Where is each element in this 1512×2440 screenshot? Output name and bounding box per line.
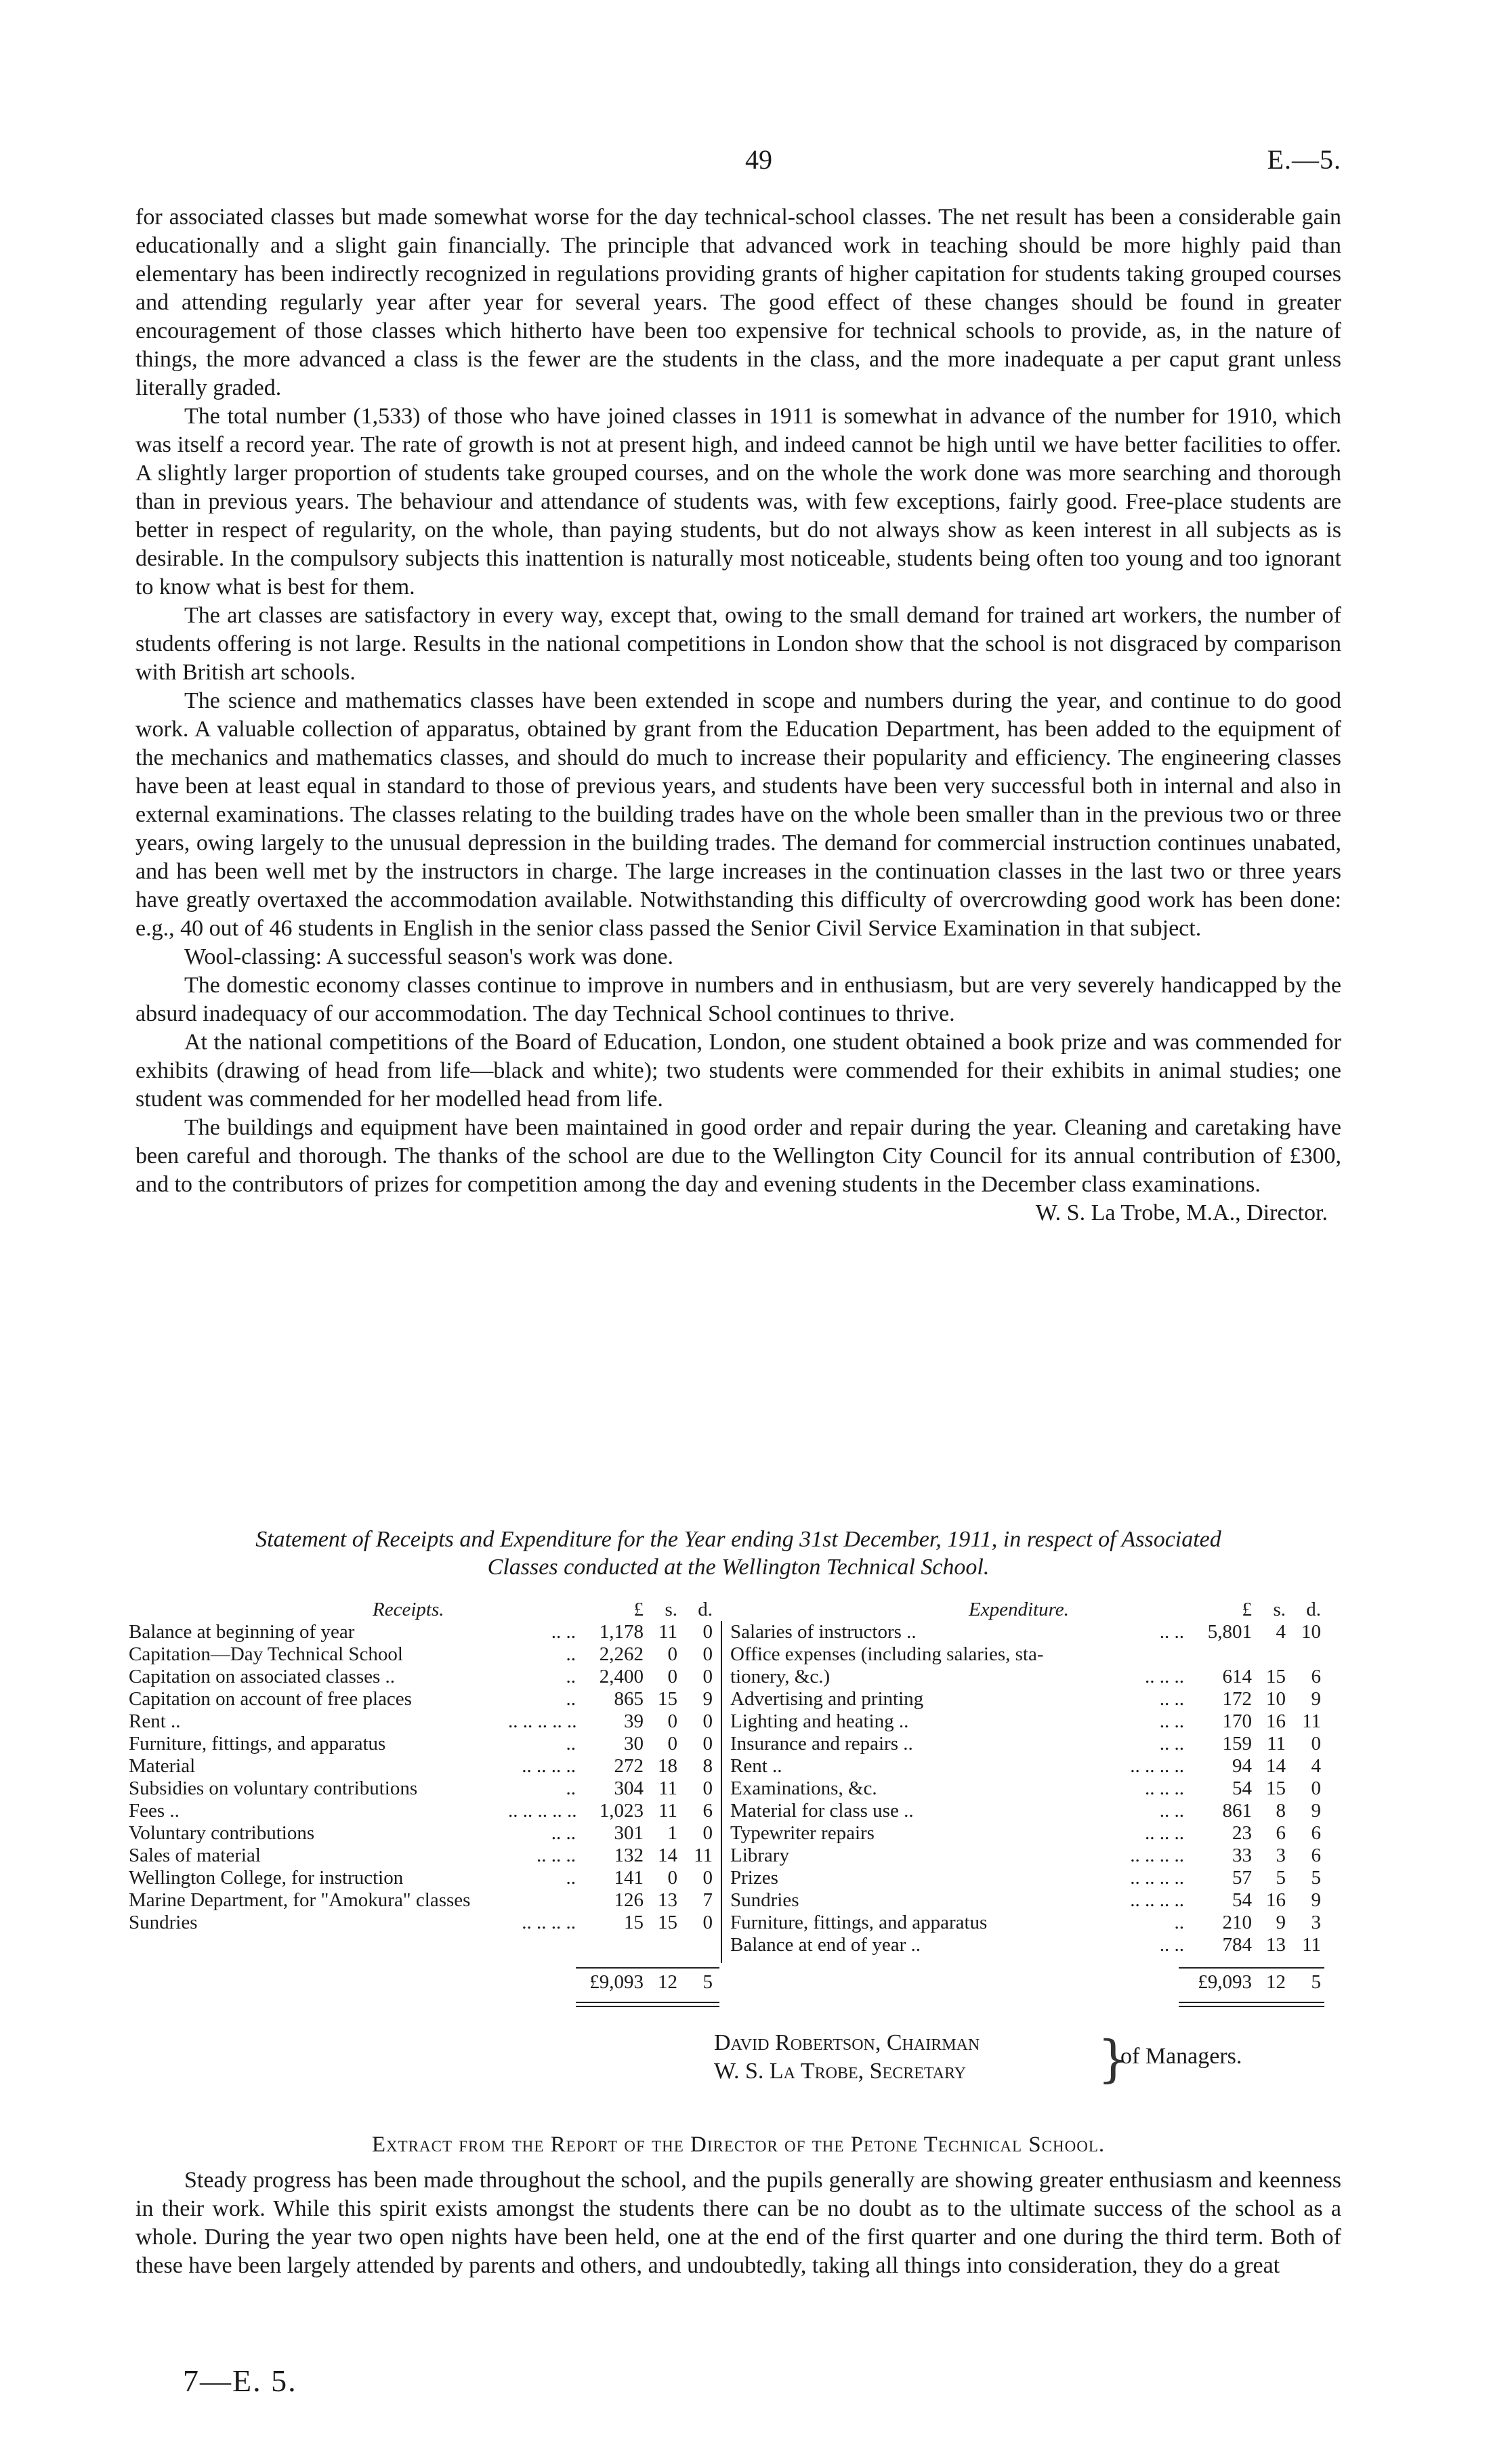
total-double-rule bbox=[576, 2006, 719, 2007]
expenditure-total-shillings: 12 bbox=[1266, 1971, 1286, 1993]
receipts-row bbox=[129, 1621, 725, 1643]
receipts-pence: 0 bbox=[702, 1643, 713, 1665]
receipts-label: Balance at beginning of year bbox=[129, 1621, 355, 1643]
receipts-row bbox=[129, 1822, 725, 1845]
expenditure-label: Rent .. bbox=[730, 1755, 782, 1777]
receipts-shillings: 0 bbox=[667, 1643, 677, 1665]
expenditure-shillings: 16 bbox=[1266, 1710, 1286, 1732]
receipts-leader: .. .. .. bbox=[537, 1845, 576, 1866]
receipts-leader: .. bbox=[566, 1778, 576, 1799]
expenditure-label: Sundries bbox=[730, 1889, 799, 1911]
expenditure-pence: 6 bbox=[1311, 1845, 1321, 1866]
expenditure-row bbox=[730, 1710, 1340, 1733]
receipts-pounds: 304 bbox=[614, 1778, 644, 1799]
expenditure-shillings: 14 bbox=[1266, 1755, 1286, 1777]
expenditure-pence: 11 bbox=[1302, 1710, 1321, 1732]
receipts-pounds: 30 bbox=[624, 1733, 644, 1754]
expenditure-pounds: 614 bbox=[1222, 1666, 1252, 1687]
expenditure-leader: .. .. bbox=[1159, 1621, 1184, 1643]
receipts-shillings: 11 bbox=[658, 1800, 677, 1822]
receipts-pence: 0 bbox=[702, 1867, 713, 1889]
receipts-pence: 0 bbox=[702, 1912, 713, 1933]
receipts-row bbox=[129, 1800, 725, 1822]
expenditure-shillings: 13 bbox=[1266, 1934, 1286, 1956]
expenditure-pence: 4 bbox=[1311, 1755, 1321, 1777]
expenditure-pence: 3 bbox=[1311, 1912, 1321, 1933]
receipts-row bbox=[129, 1889, 725, 1912]
paragraph: for associated classes but made somewhat worse for the day technical-school classes. The net result has been a considerable gain educationally and a slight gain financially. The principle that advanced work in teaching should be more highly paid than elementary has been indirectly recognized in regulations providing grants of higher capitation for students taking grouped courses and attending regularly year after year for several years. The good effect of these changes should be found in greater encouragement of those classes which hitherto have been too expensive for technical schools to provide, as, in the nature of things, the more advanced a class is the fewer are the students in the class, and the more inadequate a per caput grant unless literally graded. bbox=[135, 205, 1341, 400]
receipts-shillings: 15 bbox=[658, 1912, 677, 1933]
shillings-header: s. bbox=[665, 1599, 677, 1620]
receipts-pounds: 2,262 bbox=[599, 1643, 644, 1665]
chairman-name: David Robertson, Chairman bbox=[714, 2030, 980, 2055]
expenditure-row bbox=[730, 1733, 1340, 1755]
expenditure-leader: .. .. bbox=[1159, 1934, 1184, 1956]
pounds-header: £ bbox=[633, 1599, 644, 1620]
expenditure-shillings: 9 bbox=[1276, 1912, 1286, 1933]
receipts-label: Sundries bbox=[129, 1912, 198, 1933]
receipts-leader: .. .. .. .. .. bbox=[508, 1710, 577, 1732]
receipts-pounds: 865 bbox=[614, 1688, 644, 1710]
expenditure-row bbox=[730, 1889, 1340, 1912]
expenditure-label: Insurance and repairs .. bbox=[730, 1733, 913, 1754]
expenditure-pence: 6 bbox=[1311, 1666, 1321, 1687]
expenditure-leader: .. .. bbox=[1159, 1800, 1184, 1822]
expenditure-pence: 11 bbox=[1302, 1934, 1321, 1956]
receipts-leader: .. bbox=[566, 1688, 576, 1710]
total-double-rule bbox=[1179, 2002, 1324, 2003]
managers-signature bbox=[714, 2029, 1242, 2088]
paragraph: At the national competitions of the Board of Education, London, one student obtained a book prize and was commended for exhibits (drawing of head from life—black and white); two students were commended for their exhibits in animal studies; one student was commended for her modelled head from life. bbox=[135, 1030, 1341, 1112]
expenditure-shillings: 4 bbox=[1276, 1621, 1286, 1643]
paragraph: Steady progress has been made throughout the school, and the pupils generally are showing greater enthusiasm and keenness in their work. While this spirit exists amongst the students there can be no doubt as to the ultimate success of the school as a whole. During the year two open nights have been held, one at the end of the first quarter and one during the third term. Both of these have been largely attended by parents and others, and undoubtedly, taking all things into consideration, they do a great bbox=[135, 2168, 1341, 2278]
paragraph: The art classes are satisfactory in every way, except that, owing to the small demand for trained art workers, the number of students offering is not large. Results in the national competitions in London show that the school is not disgraced by comparison with British art schools. bbox=[135, 603, 1341, 685]
expenditure-row bbox=[730, 1822, 1340, 1845]
expenditure-row bbox=[730, 1845, 1340, 1867]
expenditure-label: Balance at end of year .. bbox=[730, 1934, 921, 1956]
receipts-row bbox=[129, 1733, 725, 1755]
expenditure-label: tionery, &c.) bbox=[730, 1666, 831, 1687]
total-rule bbox=[576, 1967, 719, 1969]
receipts-pounds: 1,023 bbox=[599, 1800, 644, 1822]
expenditure-leader: .. .. .. bbox=[1145, 1778, 1184, 1799]
receipts-shillings: 14 bbox=[658, 1845, 677, 1866]
expenditure-label: Examinations, &c. bbox=[730, 1778, 877, 1799]
expenditure-label: Typewriter repairs bbox=[730, 1822, 875, 1844]
receipts-pounds: 1,178 bbox=[599, 1621, 644, 1643]
expenditure-pounds: 54 bbox=[1232, 1889, 1252, 1911]
expenditure-leader: .. .. bbox=[1159, 1710, 1184, 1732]
expenditure-shillings: 5 bbox=[1276, 1867, 1286, 1889]
expenditure-pence: 9 bbox=[1311, 1800, 1321, 1822]
extract-title: Extract from the Report of the Director of the Petone Technical School. bbox=[371, 2132, 1106, 2157]
expenditure-pence: 9 bbox=[1311, 1688, 1321, 1710]
receipts-pounds: 15 bbox=[624, 1912, 644, 1933]
expenditure-shillings: 3 bbox=[1276, 1845, 1286, 1866]
receipts-label: Marine Department, for "Amokura" classes bbox=[129, 1889, 471, 1911]
paragraph: The domestic economy classes continue to improve in numbers and in enthusiasm, but are very severely handicapped by the absurd inadequacy of our accommodation. The day Technical School continues to thrive. bbox=[135, 973, 1341, 1026]
receipts-label: Subsidies on voluntary contributions bbox=[129, 1778, 418, 1799]
receipts-shillings: 11 bbox=[658, 1621, 677, 1643]
receipts-label: Wellington College, for instruction bbox=[129, 1867, 404, 1889]
expenditure-label: Office expenses (including salaries, sta- bbox=[730, 1643, 1044, 1665]
expenditure-pounds: 210 bbox=[1222, 1912, 1252, 1933]
receipts-shillings: 13 bbox=[658, 1889, 677, 1911]
receipts-row bbox=[129, 1710, 725, 1733]
receipts-label: Capitation—Day Technical School bbox=[129, 1643, 403, 1665]
receipts-pounds: 272 bbox=[614, 1755, 644, 1777]
expenditure-leader: .. bbox=[1174, 1912, 1184, 1933]
wellington-report-body bbox=[135, 203, 1341, 1227]
expenditure-row bbox=[730, 1643, 1340, 1666]
expenditure-shillings: 15 bbox=[1266, 1666, 1286, 1687]
expenditure-shillings: 16 bbox=[1266, 1889, 1286, 1911]
expenditure-label: Salaries of instructors .. bbox=[730, 1621, 917, 1643]
receipts-label: Rent .. bbox=[129, 1710, 181, 1732]
receipts-heading: Receipts. bbox=[373, 1599, 444, 1620]
expenditure-leader: .. .. bbox=[1159, 1688, 1184, 1710]
receipts-pounds: 141 bbox=[614, 1867, 644, 1889]
expenditure-pounds: 23 bbox=[1232, 1822, 1252, 1844]
receipts-leader: .. .. bbox=[551, 1621, 576, 1643]
expenditure-pounds: 861 bbox=[1222, 1800, 1252, 1822]
receipts-row bbox=[129, 1778, 725, 1800]
receipts-pounds: 2,400 bbox=[599, 1666, 644, 1687]
receipts-pence: 0 bbox=[702, 1621, 713, 1643]
expenditure-leader: .. .. .. bbox=[1145, 1822, 1184, 1844]
paragraph: The buildings and equipment have been maintained in good order and repair during the year. Cleaning and caretaking have been careful and thorough. The thanks of the school are due to the Wellington City Council for its annual contribution of £300, and to the contributors of prizes for competition among the day and evening students in the December class examinations. bbox=[135, 1115, 1341, 1197]
receipts-leader: .. bbox=[566, 1867, 576, 1889]
expenditure-shillings: 11 bbox=[1267, 1733, 1286, 1754]
receipts-pence: 11 bbox=[694, 1845, 713, 1866]
expenditure-row bbox=[730, 1688, 1340, 1710]
receipts-pence: 9 bbox=[702, 1688, 713, 1710]
paragraph: The total number (1,533) of those who have joined classes in 1911 is somewhat in advance of the number for 1910, which was itself a record year. The rate of growth is not at present high, and indeed cannot be high until we have better facilities to offer. A slightly larger proportion of students take grouped courses, and on the whole the work done was more searching and thorough than in previous years. The behaviour and attendance of students was, with few exceptions, fairly good. Free-place students are better in respect of regularity, on the whole, than paying students, but do not always show as keen interest in all subjects as is desirable. In the compulsory subjects this inattention is naturally most noticeable, students being often too young and too ignorant to know what is best for them. bbox=[135, 404, 1341, 600]
receipts-shillings: 0 bbox=[667, 1867, 677, 1889]
receipts-pounds: 39 bbox=[624, 1710, 644, 1732]
expenditure-label: Furniture, fittings, and apparatus bbox=[730, 1912, 988, 1933]
receipts-label: Capitation on associated classes .. bbox=[129, 1666, 396, 1687]
receipts-row bbox=[129, 1845, 725, 1867]
receipts-shillings: 0 bbox=[667, 1666, 677, 1687]
statement-title-line: Statement of Receipts and Expenditure for the Year ending 31st December, 1911, in respect of Associated bbox=[255, 1527, 1221, 1552]
paragraph: Wool-classing: A successful season's work was done. bbox=[184, 944, 674, 969]
expenditure-leader: .. .. .. bbox=[1145, 1666, 1184, 1687]
receipts-total bbox=[576, 1971, 721, 1998]
receipts-leader: .. .. .. .. bbox=[522, 1755, 576, 1777]
receipts-shillings: 0 bbox=[667, 1733, 677, 1754]
expenditure-pounds: 54 bbox=[1232, 1778, 1252, 1799]
total-double-rule bbox=[576, 2002, 719, 2003]
expenditure-row bbox=[730, 1912, 1340, 1934]
expenditure-pounds: 57 bbox=[1232, 1867, 1252, 1889]
receipts-label: Material bbox=[129, 1755, 196, 1777]
document-reference: E.—5. bbox=[1267, 144, 1341, 175]
expenditure-row bbox=[730, 1666, 1340, 1688]
receipts-shillings: 1 bbox=[667, 1822, 677, 1844]
receipts-pence: 0 bbox=[702, 1733, 713, 1754]
receipts-pence: 6 bbox=[702, 1800, 713, 1822]
expenditure-row bbox=[730, 1934, 1340, 1956]
expenditure-heading: Expenditure. bbox=[969, 1599, 1069, 1620]
expenditure-label: Advertising and printing bbox=[730, 1688, 924, 1710]
receipts-leader: .. bbox=[566, 1733, 576, 1754]
total-double-rule bbox=[1179, 2006, 1324, 2007]
footer-reference: 7—E. 5. bbox=[183, 2363, 297, 2398]
expenditure-pence: 10 bbox=[1301, 1621, 1321, 1643]
receipts-pounds: 132 bbox=[614, 1845, 644, 1866]
receipts-label: Capitation on account of free places bbox=[129, 1688, 412, 1710]
expenditure-pounds: 94 bbox=[1232, 1755, 1252, 1777]
receipts-pence: 0 bbox=[702, 1710, 713, 1732]
expenditure-pence: 0 bbox=[1311, 1778, 1321, 1799]
pence-header: d. bbox=[698, 1599, 713, 1620]
receipts-total-pounds: £9,093 bbox=[589, 1971, 644, 1993]
receipts-pence: 7 bbox=[702, 1889, 713, 1911]
receipts-label: Fees .. bbox=[129, 1800, 180, 1822]
expenditure-label: Prizes bbox=[730, 1867, 778, 1889]
receipts-leader: .. bbox=[566, 1666, 576, 1687]
expenditure-pounds: 33 bbox=[1232, 1845, 1252, 1866]
expenditure-leader: .. .. .. .. bbox=[1130, 1755, 1184, 1777]
paragraph: The science and mathematics classes have been extended in scope and numbers during the year, and continue to do good work. A valuable collection of apparatus, obtained by grant from the Education Department, has been added to the equipment of the mechanics and mathematics classes, and should do much to increase their popularity and efficiency. The engineering classes have been at least equal in standard to those of previous years, and students have been very successful both in internal and also in external examinations. The classes relating to the building trades have on the whole been smaller than in the previous two or three years, owing largely to the unusual depression in the building trades. The demand for commercial instruction continues unabated, and has been well met by the instructors in charge. The large increases in the continuation classes in the last two or three years have greatly overtaxed the accommodation available. Notwithstanding this difficulty of overcrowding good work has been done: e.g., 40 out of 46 students in English in the senior class passed the Senior Civil Service Examination in that subject. bbox=[135, 688, 1341, 941]
expenditure-shillings: 6 bbox=[1276, 1822, 1286, 1844]
expenditure-pounds: 170 bbox=[1222, 1710, 1252, 1732]
expenditure-row bbox=[730, 1755, 1340, 1778]
expenditure-pence: 6 bbox=[1311, 1822, 1321, 1844]
expenditure-total-pence: 5 bbox=[1311, 1971, 1321, 1993]
shillings-header: s. bbox=[1273, 1599, 1286, 1620]
receipts-row bbox=[129, 1755, 725, 1778]
expenditure-pence: 9 bbox=[1311, 1889, 1321, 1911]
of-managers: of Managers. bbox=[1120, 2044, 1242, 2069]
expenditure-label: Lighting and heating .. bbox=[730, 1710, 909, 1732]
receipts-label: Furniture, fittings, and apparatus bbox=[129, 1733, 386, 1754]
receipts-pence: 8 bbox=[702, 1755, 713, 1777]
expenditure-pounds: 159 bbox=[1222, 1733, 1252, 1754]
receipts-shillings: 11 bbox=[658, 1778, 677, 1799]
expenditure-pounds: 784 bbox=[1222, 1934, 1252, 1956]
expenditure-shillings: 15 bbox=[1266, 1778, 1286, 1799]
director-signature: W. S. La Trobe, M.A., Director. bbox=[1035, 1200, 1328, 1225]
receipts-shillings: 18 bbox=[658, 1755, 677, 1777]
expenditure-row bbox=[730, 1800, 1340, 1822]
expenditure-label: Library bbox=[730, 1845, 789, 1866]
receipts-row bbox=[129, 1688, 725, 1710]
receipts-leader: .. .. bbox=[551, 1822, 576, 1844]
receipts-shillings: 15 bbox=[658, 1688, 677, 1710]
expenditure-shillings: 10 bbox=[1266, 1688, 1286, 1710]
expenditure-leader: .. .. bbox=[1159, 1733, 1184, 1754]
receipts-pence: 0 bbox=[702, 1822, 713, 1844]
statement-title-line: Classes conducted at the Wellington Technical School. bbox=[487, 1555, 990, 1580]
expenditure-label: Material for class use .. bbox=[730, 1800, 914, 1822]
receipts-leader: .. .. .. .. bbox=[522, 1912, 576, 1933]
expenditure-leader: .. .. .. .. bbox=[1130, 1845, 1184, 1866]
receipts-leader: .. bbox=[566, 1643, 576, 1665]
receipts-total-pence: 5 bbox=[702, 1971, 713, 1993]
pence-header: d. bbox=[1306, 1599, 1321, 1620]
receipts-row bbox=[129, 1867, 725, 1889]
petone-report-body bbox=[135, 2166, 1341, 2280]
receipts-pence: 0 bbox=[702, 1666, 713, 1687]
receipts-label: Sales of material bbox=[129, 1845, 261, 1866]
expenditure-table bbox=[730, 1599, 1340, 2005]
expenditure-leader: .. .. .. .. bbox=[1130, 1889, 1184, 1911]
receipts-pounds: 301 bbox=[614, 1822, 644, 1844]
expenditure-leader: .. .. .. .. bbox=[1130, 1867, 1184, 1889]
pounds-header: £ bbox=[1242, 1599, 1252, 1620]
statement-title bbox=[135, 1526, 1341, 1581]
expenditure-shillings: 8 bbox=[1276, 1800, 1286, 1822]
receipts-pounds: 126 bbox=[614, 1889, 644, 1911]
expenditure-row bbox=[730, 1778, 1340, 1800]
receipts-shillings: 0 bbox=[667, 1710, 677, 1732]
receipts-label: Voluntary contributions bbox=[129, 1822, 315, 1844]
expenditure-total-pounds: £9,093 bbox=[1198, 1971, 1252, 1993]
expenditure-total bbox=[1179, 1971, 1324, 1998]
column-divider bbox=[721, 1621, 722, 1963]
expenditure-row bbox=[730, 1867, 1340, 1889]
receipts-leader: .. .. .. .. .. bbox=[508, 1800, 577, 1822]
receipts-table bbox=[129, 1599, 725, 2005]
expenditure-pence: 0 bbox=[1311, 1733, 1321, 1754]
brace-glyph: } bbox=[1097, 2030, 1130, 2088]
expenditure-row bbox=[730, 1621, 1340, 1643]
page-number: 49 bbox=[745, 144, 772, 175]
total-rule bbox=[1179, 1967, 1324, 1969]
expenditure-pounds: 5,801 bbox=[1207, 1621, 1252, 1643]
receipts-row bbox=[129, 1912, 725, 1934]
expenditure-pounds: 172 bbox=[1222, 1688, 1252, 1710]
receipts-total-shillings: 12 bbox=[658, 1971, 677, 1993]
expenditure-pence: 5 bbox=[1311, 1867, 1321, 1889]
secretary-name: W. S. La Trobe, Secretary bbox=[714, 2059, 966, 2084]
receipts-pence: 0 bbox=[702, 1778, 713, 1799]
receipts-row bbox=[129, 1666, 725, 1688]
receipts-row bbox=[129, 1643, 725, 1666]
